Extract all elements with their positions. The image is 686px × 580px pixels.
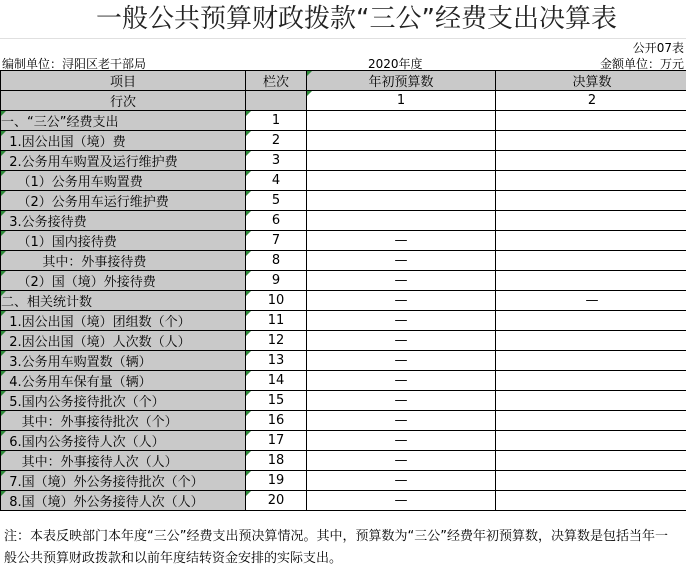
row-budget-cell[interactable] xyxy=(307,171,496,191)
row-final-cell[interactable] xyxy=(496,471,686,491)
row-budget-cell[interactable]: — xyxy=(307,371,496,391)
row-budget-cell[interactable]: — xyxy=(307,451,496,471)
table-row xyxy=(1,251,686,271)
table-row xyxy=(1,231,686,251)
row-budget-cell[interactable]: — xyxy=(307,311,496,331)
row-seq-cell[interactable]: 6 xyxy=(246,211,307,231)
row-final-cell[interactable]: — xyxy=(496,291,686,311)
row-seq-cell[interactable]: 14 xyxy=(246,371,307,391)
row-budget-cell[interactable]: — xyxy=(307,351,496,371)
year-label: 2020年度 xyxy=(368,57,423,71)
table-row xyxy=(1,431,686,451)
row-item-cell[interactable]: 5.国内公务接待批次（个） xyxy=(1,391,246,411)
row-seq-cell[interactable]: 16 xyxy=(246,411,307,431)
row-item-cell[interactable]: 1.因公出国（境）团组数（个） xyxy=(1,311,246,331)
header-row-blank[interactable] xyxy=(246,91,307,111)
row-item-cell[interactable]: 7.国（境）外公务接待批次（个） xyxy=(1,471,246,491)
header-seq[interactable]: 栏次 xyxy=(246,71,307,91)
row-budget-cell[interactable]: — xyxy=(307,471,496,491)
row-seq-cell[interactable]: 11 xyxy=(246,311,307,331)
row-seq-cell[interactable]: 17 xyxy=(246,431,307,451)
row-budget-cell[interactable] xyxy=(307,151,496,171)
header-budget-col-no[interactable]: 1 xyxy=(307,91,496,111)
row-budget-cell[interactable]: — xyxy=(307,271,496,291)
expenditure-table xyxy=(0,70,686,511)
table-row xyxy=(1,491,686,511)
row-final-cell[interactable] xyxy=(496,491,686,511)
table-row xyxy=(1,311,686,331)
row-final-cell[interactable] xyxy=(496,111,686,131)
row-budget-cell[interactable] xyxy=(307,191,496,211)
row-seq-cell[interactable]: 2 xyxy=(246,131,307,151)
row-seq-cell[interactable]: 12 xyxy=(246,331,307,351)
row-seq-cell[interactable]: 1 xyxy=(246,111,307,131)
row-budget-cell[interactable] xyxy=(307,211,496,231)
row-item-cell[interactable]: 一、“三公”经费支出 xyxy=(1,111,246,131)
row-budget-cell[interactable]: — xyxy=(307,431,496,451)
table-row xyxy=(1,191,686,211)
header-final[interactable]: 决算数 xyxy=(496,71,686,91)
row-item-cell[interactable]: 4.公务用车保有量（辆） xyxy=(1,371,246,391)
header-final-col-no[interactable]: 2 xyxy=(496,91,686,111)
row-seq-cell[interactable]: 7 xyxy=(246,231,307,251)
row-budget-cell[interactable]: — xyxy=(307,231,496,251)
row-item-cell[interactable]: 二、相关统计数 xyxy=(1,291,246,311)
row-final-cell[interactable] xyxy=(496,371,686,391)
row-item-cell[interactable]: 8.国（境）外公务接待人次（人） xyxy=(1,491,246,511)
header-row xyxy=(1,71,686,91)
row-seq-cell[interactable]: 4 xyxy=(246,171,307,191)
row-final-cell[interactable] xyxy=(496,351,686,371)
table-row xyxy=(1,331,686,351)
row-final-cell[interactable] xyxy=(496,331,686,351)
header-item[interactable]: 项目 xyxy=(1,71,246,91)
table-row xyxy=(1,371,686,391)
row-item-cell[interactable]: 2.公务用车购置及运行维护费 xyxy=(1,151,246,171)
row-item-cell[interactable]: 3.公务用车购置数（辆） xyxy=(1,351,246,371)
row-final-cell[interactable] xyxy=(496,431,686,451)
row-final-cell[interactable] xyxy=(496,131,686,151)
row-item-cell[interactable]: （2）公务用车运行维护费 xyxy=(1,191,246,211)
row-item-cell[interactable]: 1.因公出国（境）费 xyxy=(1,131,246,151)
row-final-cell[interactable] xyxy=(496,151,686,171)
row-seq-cell[interactable]: 20 xyxy=(246,491,307,511)
row-item-cell[interactable]: 其中：外事接待费 xyxy=(1,251,246,271)
row-item-cell[interactable]: 2.因公出国（境）人次数（人） xyxy=(1,331,246,351)
table-row xyxy=(1,411,686,431)
row-budget-cell[interactable] xyxy=(307,111,496,131)
row-seq-cell[interactable]: 19 xyxy=(246,471,307,491)
row-seq-cell[interactable]: 9 xyxy=(246,271,307,291)
page-title: 一般公共预算财政拨款“三公”经费支出决算表 xyxy=(96,4,617,34)
row-budget-cell[interactable]: — xyxy=(307,391,496,411)
row-item-cell[interactable]: 其中：外事接待批次（个） xyxy=(1,411,246,431)
row-final-cell[interactable] xyxy=(496,231,686,251)
row-final-cell[interactable] xyxy=(496,311,686,331)
row-seq-cell[interactable]: 5 xyxy=(246,191,307,211)
row-budget-cell[interactable]: — xyxy=(307,491,496,511)
unit-label: 编制单位：浔阳区老干部局 xyxy=(2,57,147,71)
form-code: 公开07表 xyxy=(632,41,684,55)
row-budget-cell[interactable]: — xyxy=(307,411,496,431)
row-final-cell[interactable] xyxy=(496,251,686,271)
row-final-cell[interactable] xyxy=(496,411,686,431)
row-item-cell[interactable]: （2）国（境）外接待费 xyxy=(1,271,246,291)
table-row xyxy=(1,211,686,231)
row-final-cell[interactable] xyxy=(496,271,686,291)
row-final-cell[interactable] xyxy=(496,211,686,231)
row-seq-cell[interactable]: 13 xyxy=(246,351,307,371)
row-item-cell[interactable]: （1）国内接待费 xyxy=(1,231,246,251)
table-row xyxy=(1,271,686,291)
table-row xyxy=(1,471,686,491)
row-item-cell[interactable]: 3.公务接待费 xyxy=(1,211,246,231)
amount-unit: 金额单位：万元 xyxy=(599,57,684,71)
row-item-cell[interactable]: 其中：外事接待人次（人） xyxy=(1,451,246,471)
table-row xyxy=(1,151,686,171)
table-row xyxy=(1,171,686,191)
row-seq-cell[interactable]: 3 xyxy=(246,151,307,171)
row-budget-cell[interactable]: — xyxy=(307,331,496,351)
table-row xyxy=(1,131,686,151)
row-seq-cell[interactable]: 8 xyxy=(246,251,307,271)
row-budget-cell[interactable]: — xyxy=(307,291,496,311)
table-row xyxy=(1,391,686,411)
table-row xyxy=(1,351,686,371)
row-seq-cell[interactable]: 10 xyxy=(246,291,307,311)
row-final-cell[interactable] xyxy=(496,391,686,411)
row-final-cell[interactable] xyxy=(496,191,686,211)
header-budget[interactable]: 年初预算数 xyxy=(307,71,496,91)
row-budget-cell[interactable] xyxy=(307,131,496,151)
row-seq-cell[interactable]: 18 xyxy=(246,451,307,471)
row-item-cell[interactable]: （1）公务用车购置费 xyxy=(1,171,246,191)
row-final-cell[interactable] xyxy=(496,171,686,191)
header-row-index xyxy=(1,91,686,111)
table-row xyxy=(1,451,686,471)
footnote: 注：本表反映部门本年度“三公”经费支出预决算情况。其中，预算数为“三公”经费年初预算数，决算数是包括当年一般公共预算财政拨款和以前年度结转资金安排的实际支出。 xyxy=(4,529,668,566)
row-item-cell[interactable]: 6.国内公务接待人次（人） xyxy=(1,431,246,451)
header-row-label[interactable]: 行次 xyxy=(1,91,246,111)
row-final-cell[interactable] xyxy=(496,451,686,471)
row-budget-cell[interactable]: — xyxy=(307,251,496,271)
table-row xyxy=(1,291,686,311)
row-seq-cell[interactable]: 15 xyxy=(246,391,307,411)
table-row xyxy=(1,111,686,131)
